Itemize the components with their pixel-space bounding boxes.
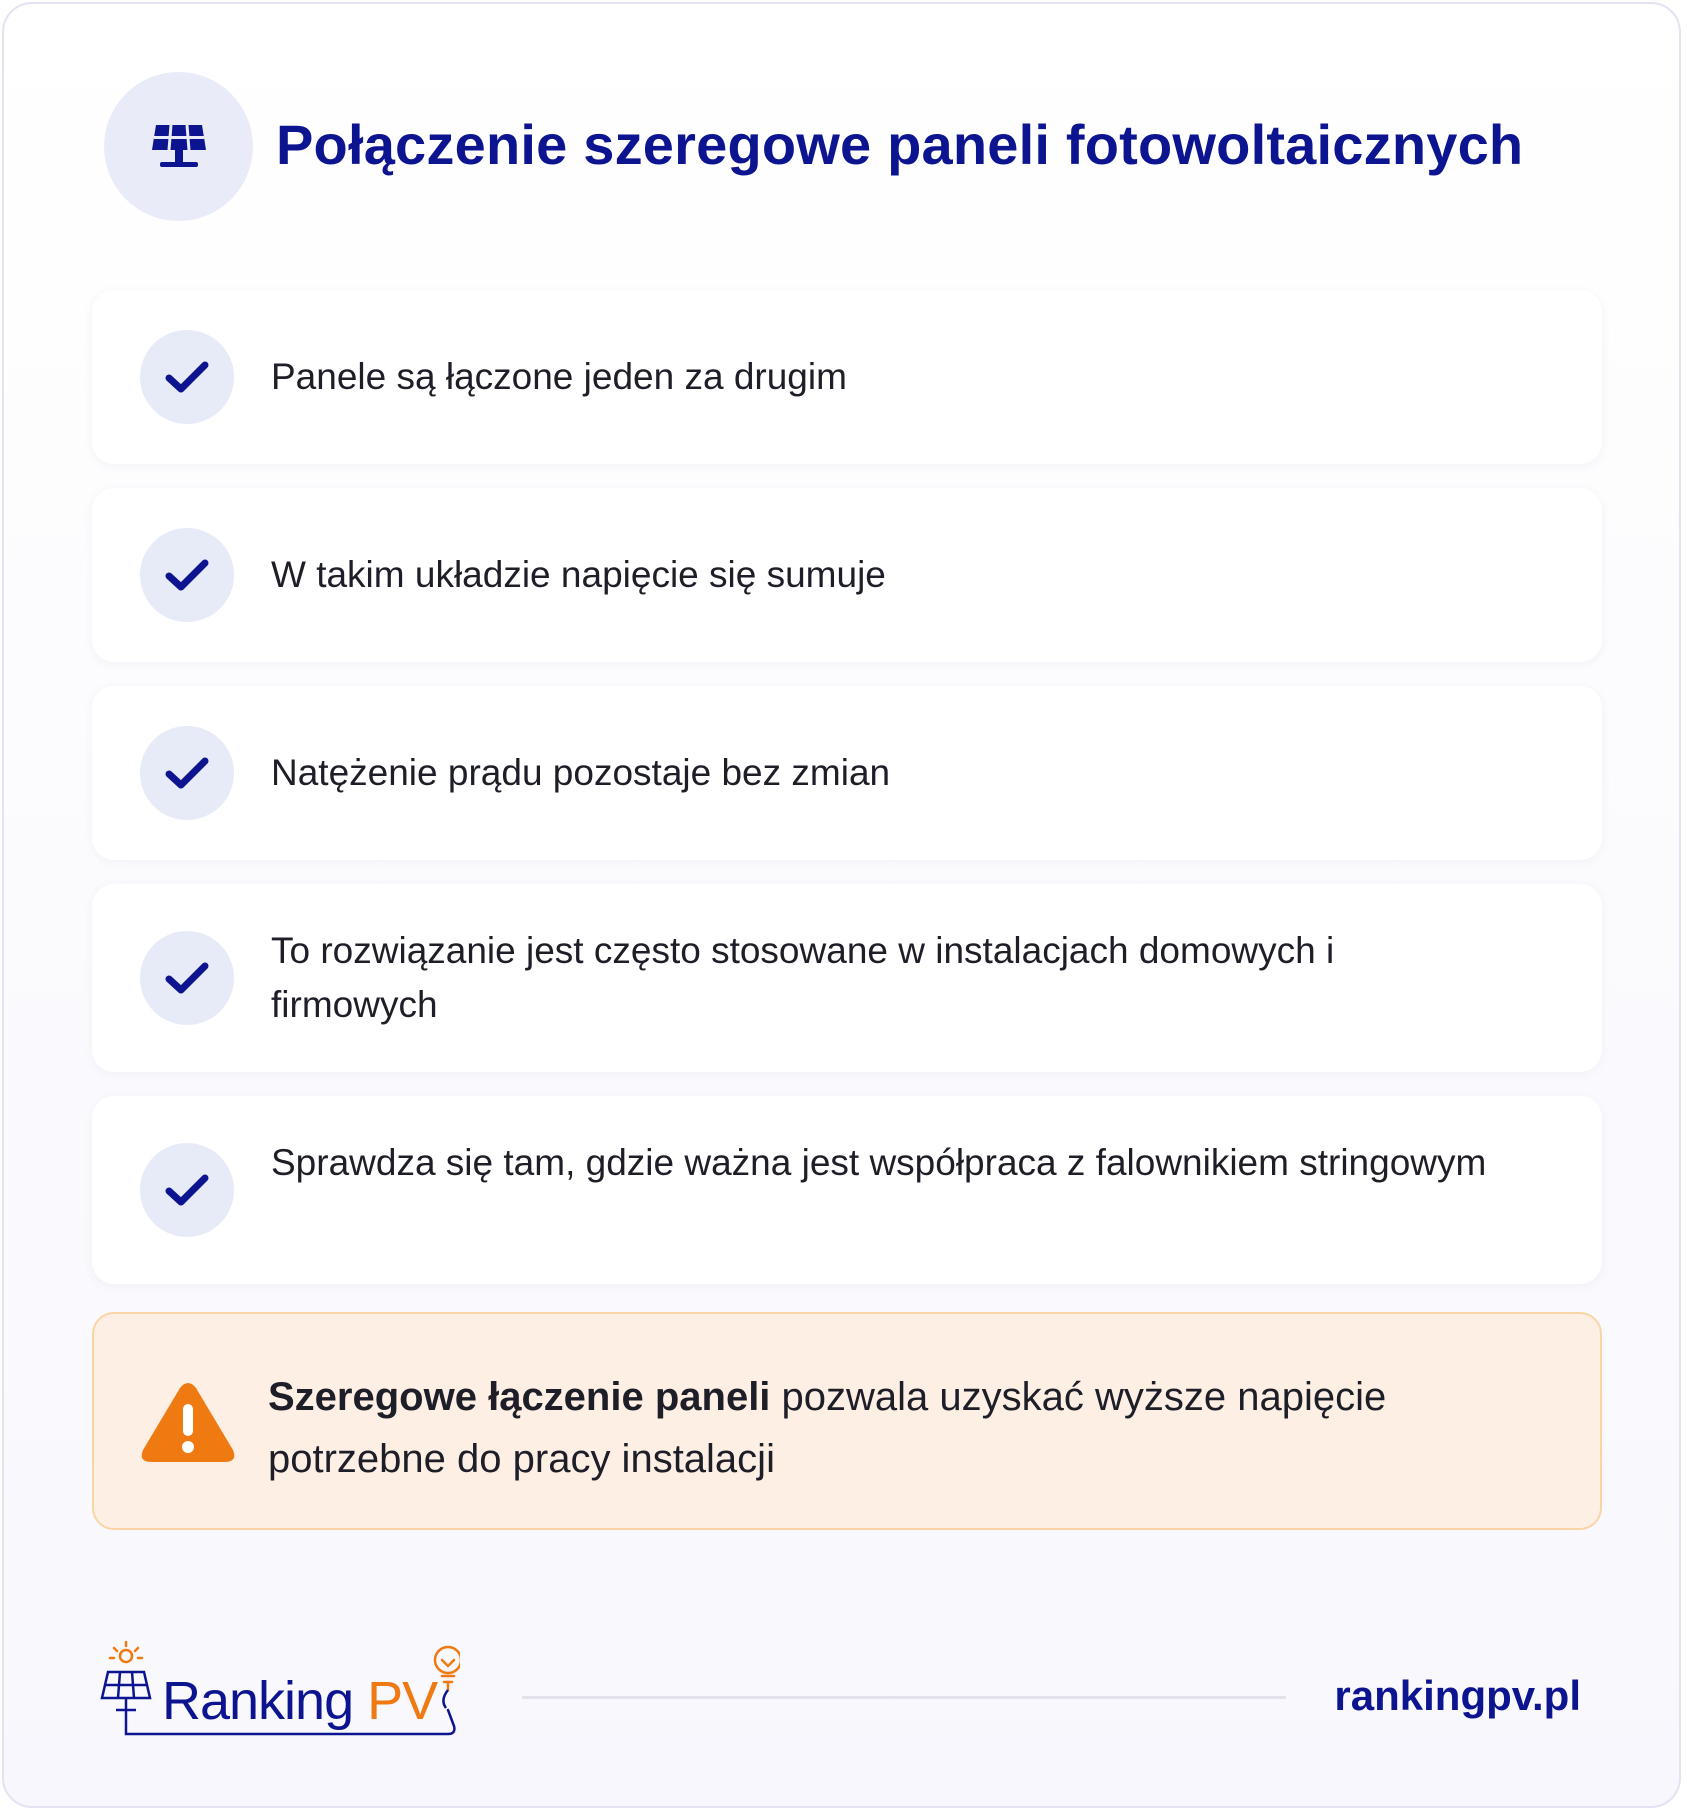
list-item-text: Panele są łączone jeden za drugim bbox=[271, 356, 847, 397]
notice-text bbox=[268, 1366, 1550, 1490]
solar-panel-icon bbox=[144, 122, 214, 172]
check-icon bbox=[140, 726, 234, 820]
page-title: Połączenie szeregowe paneli fotowoltaicznych bbox=[276, 113, 1524, 176]
list-item bbox=[92, 488, 1602, 662]
list-item-text: Natężenie prądu pozostaje bez zmian bbox=[271, 752, 891, 793]
notice-box bbox=[92, 1312, 1602, 1530]
infographic-card bbox=[2, 2, 1681, 1808]
check-icon bbox=[140, 1143, 234, 1237]
check-icon bbox=[140, 528, 234, 622]
list-item bbox=[92, 884, 1602, 1072]
list-item-text: Sprawdza się tam, gdzie ważna jest współpraca z falownikiem stringowym bbox=[271, 1142, 1487, 1183]
logo-text-main: Ranking bbox=[162, 1671, 368, 1731]
check-icon bbox=[140, 931, 234, 1025]
header-icon-circle bbox=[104, 72, 253, 221]
logo-text bbox=[162, 1670, 437, 1732]
site-url[interactable]: rankingpv.pl bbox=[1334, 1672, 1581, 1719]
notice-rest: pozwala uzyskać wyższe napięcie potrzebne do pracy instalacji bbox=[268, 1375, 1387, 1481]
list-item bbox=[92, 686, 1602, 860]
list-item-text: W takim układzie napięcie się sumuje bbox=[271, 554, 886, 595]
ranking-pv-logo bbox=[100, 1640, 460, 1745]
list-item bbox=[92, 290, 1602, 464]
check-icon bbox=[140, 330, 234, 424]
notice-bold: Szeregowe łączenie paneli bbox=[268, 1375, 771, 1419]
warning-icon bbox=[140, 1380, 236, 1466]
logo-text-accent: PV bbox=[367, 1671, 438, 1731]
list-item bbox=[92, 1096, 1602, 1284]
footer-divider bbox=[522, 1696, 1286, 1699]
list-item-text: To rozwiązanie jest często stosowane w instalacjach domowych i firmowych bbox=[271, 930, 1335, 1025]
